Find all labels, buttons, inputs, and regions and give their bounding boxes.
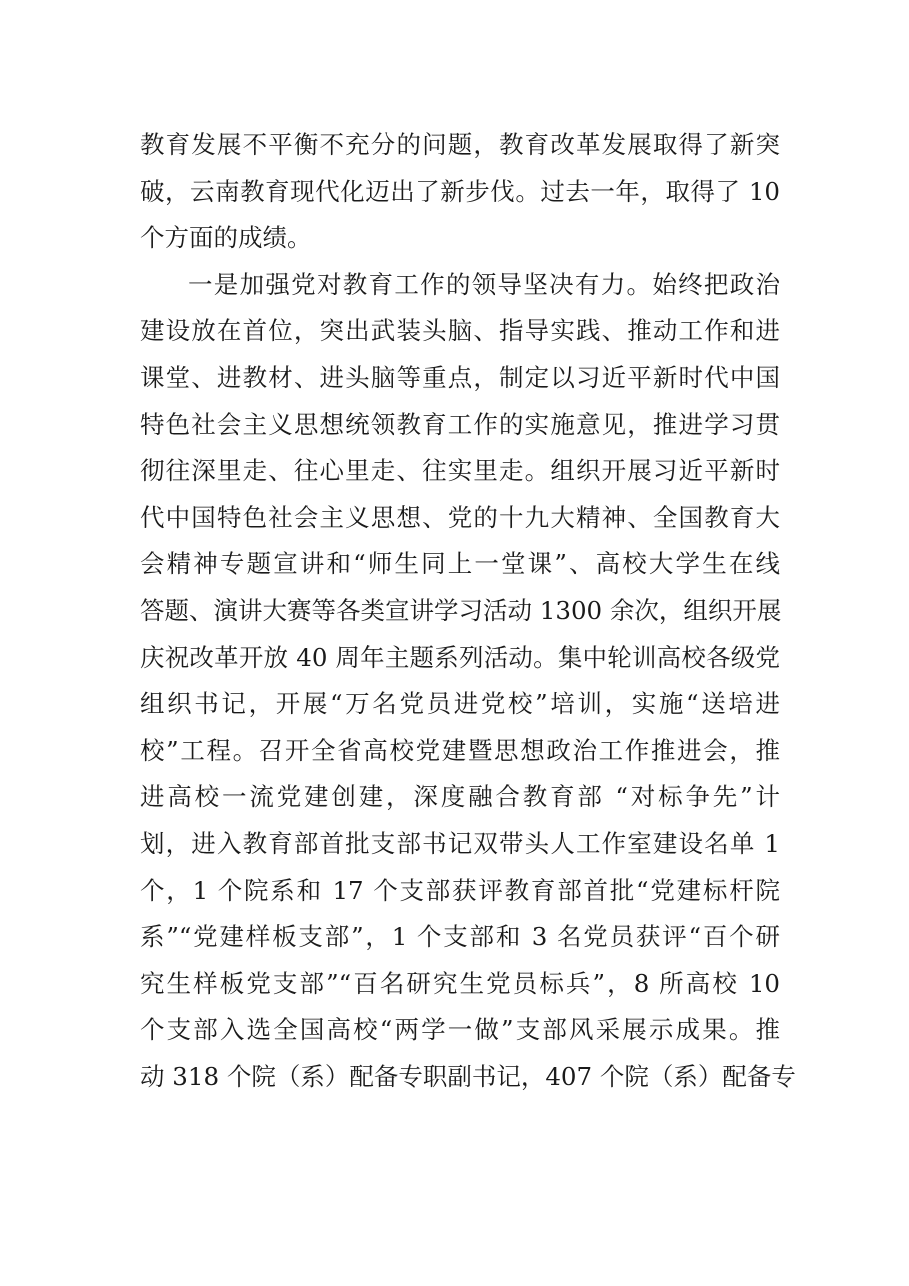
text-line: 教育发展不平衡不充分的问题，教育改革发展取得了新突 xyxy=(140,130,780,159)
text-line: 课堂、进教材、进头脑等重点，制定以习近平新时代中国 xyxy=(140,362,780,392)
text-line: 会精神专题宣讲和“师生同上一堂课”、高校大学生在线 xyxy=(140,549,780,579)
text-line: 个，1 个院系和 17 个支部获评教育部首批“党建标杆院 xyxy=(140,875,780,905)
text-line: 建设放在首位，突出武装头脑、指导实践、推动工作和进 xyxy=(140,316,780,346)
text-line: 特色社会主义思想统领教育工作的实施意见，推进学习贯 xyxy=(140,409,780,439)
text-line: 划，进入教育部首批支部书记双带头人工作室建设名单 1 xyxy=(140,828,780,858)
text-line: 个支部入选全国高校“两学一做”支部风采展示成果。推 xyxy=(140,1015,780,1045)
text-line: 破，云南教育现代化迈出了新步伐。过去一年，取得了 10 xyxy=(140,176,780,206)
text-line: 代中国特色社会主义思想、党的十九大精神、全国教育大 xyxy=(140,502,780,532)
paragraph-first-line: 一是加强党对教育工作的领导坚决有力。始终把政治 xyxy=(188,269,780,299)
text-line: 答题、演讲大赛等各类宣讲学习活动 1300 余次，组织开展 xyxy=(140,595,782,625)
text-line: 彻往深里走、往心里走、往实里走。组织开展习近平新时 xyxy=(140,456,780,486)
text-line: 究生样板党支部”“百名研究生党员标兵”，8 所高校 10 xyxy=(140,968,780,998)
text-line: 组织书记，开展“万名党员进党校”培训，实施“送培进 xyxy=(140,689,780,719)
text-line: 系”“党建样板支部”，1 个支部和 3 名党员获评“百个研 xyxy=(140,922,780,952)
text-line: 校”工程。召开全省高校党建暨思想政治工作推进会，推 xyxy=(140,735,780,765)
text-line: 动 318 个院（系）配备专职副书记，407 个院（系）配备专 xyxy=(140,1061,796,1091)
text-line: 进高校一流党建创建，深度融合教育部 “对标争先”计 xyxy=(140,782,780,812)
body-text xyxy=(140,122,796,1100)
text-line: 个方面的成绩。 xyxy=(140,223,312,253)
text-line: 庆祝改革开放 40 周年主题系列活动。集中轮训高校各级党 xyxy=(140,642,780,672)
